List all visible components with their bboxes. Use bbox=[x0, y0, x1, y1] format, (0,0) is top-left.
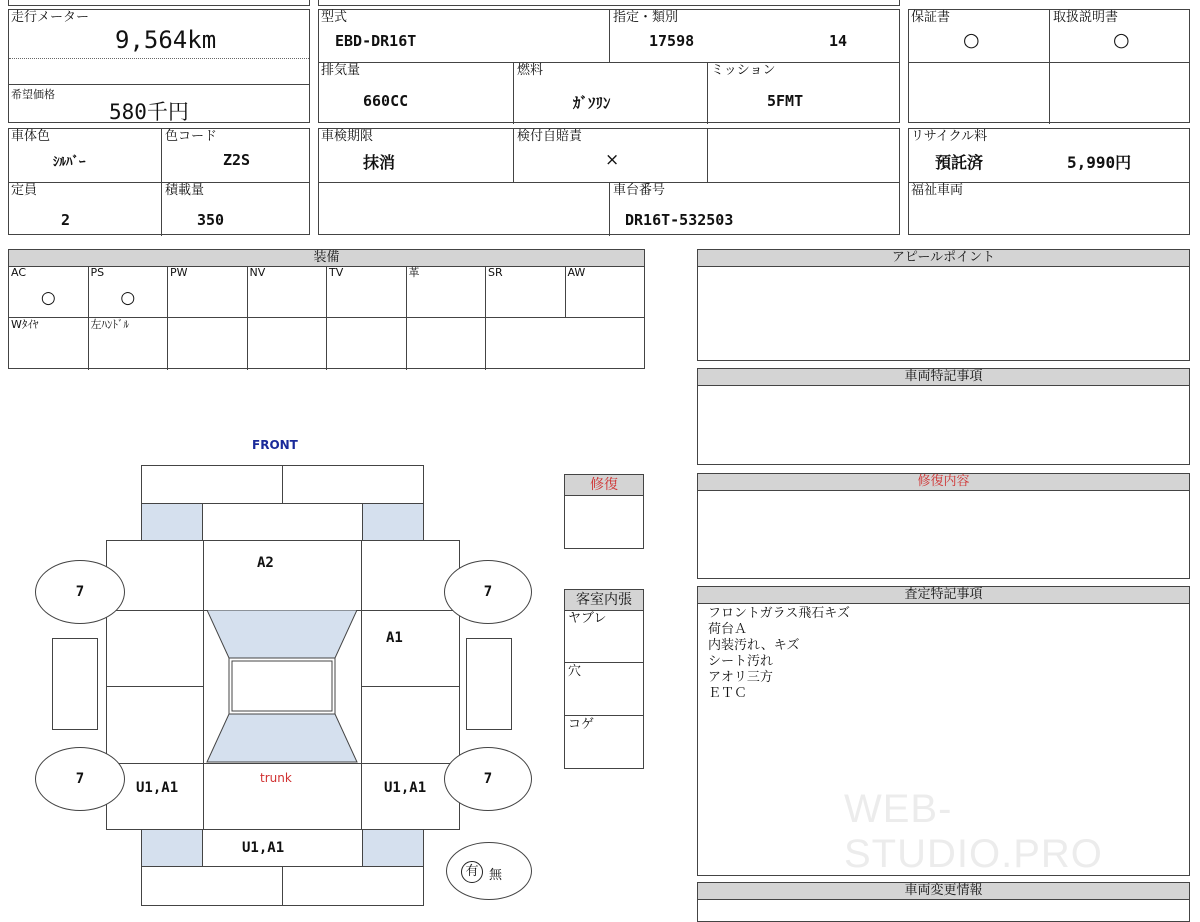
model-spec-block bbox=[318, 9, 900, 123]
car-diagram bbox=[0, 430, 560, 900]
equipment-label: AW bbox=[567, 266, 586, 279]
assessment-panel bbox=[697, 586, 1190, 876]
equipment-label: PW bbox=[170, 266, 188, 279]
presence-yes: 有 bbox=[461, 861, 483, 883]
rear-right-lamp bbox=[362, 829, 424, 867]
watermark: WEB-STUDIO.PRO bbox=[844, 787, 1103, 876]
color-code-value: Z2S bbox=[223, 151, 251, 169]
assessment-lines bbox=[708, 606, 850, 702]
equipment-extra-cell-2 bbox=[168, 318, 248, 370]
equipment-extra-label: 左ﾊﾝﾄﾞﾙ bbox=[90, 318, 129, 331]
equipment-cell-5 bbox=[407, 266, 487, 318]
changes-panel bbox=[697, 882, 1190, 922]
interior-item-tear: ヤブレ bbox=[568, 611, 607, 626]
interior-item-hole: 穴 bbox=[568, 664, 582, 679]
front-grille bbox=[202, 503, 363, 541]
interior-title: 客室内張 bbox=[565, 590, 643, 611]
mileage-label: 走行メーター bbox=[11, 10, 90, 25]
inspection-label: 車検期限 bbox=[321, 129, 374, 144]
equipment-cell-1 bbox=[89, 266, 169, 318]
tire-rear-right: 7 bbox=[444, 747, 532, 811]
damage-rear-bumper: U1,A1 bbox=[242, 840, 285, 856]
presence-no: 無 bbox=[489, 868, 503, 883]
mileage-value: 9,564km bbox=[115, 26, 217, 54]
assessment-title: 査定特記事項 bbox=[698, 587, 1189, 604]
inspection-value: 抹消 bbox=[363, 153, 396, 172]
designation-label: 指定・類別 bbox=[613, 10, 679, 25]
front-right-lamp bbox=[362, 503, 424, 541]
repair-title: 修復 bbox=[565, 475, 643, 496]
recycle-label: リサイクル料 bbox=[911, 129, 988, 144]
fuel-label: 燃料 bbox=[517, 63, 544, 78]
equipment-extra-cell-5 bbox=[407, 318, 487, 370]
fuel-value: ｶﾞｿﾘﾝ bbox=[573, 94, 611, 112]
class-value: 14 bbox=[829, 32, 848, 50]
load-value: 350 bbox=[197, 211, 225, 229]
displacement-value: 660CC bbox=[363, 92, 409, 110]
displacement-label: 排気量 bbox=[321, 63, 361, 78]
equipment-cell-2 bbox=[168, 266, 248, 318]
equipment-table bbox=[8, 249, 645, 369]
equipment-mark: ○ bbox=[120, 288, 136, 308]
manual-label: 取扱説明書 bbox=[1053, 10, 1119, 25]
equipment-label: 革 bbox=[408, 266, 420, 279]
equipment-label: NV bbox=[249, 266, 266, 279]
assessment-line: シート汚れ bbox=[708, 654, 774, 669]
rear-left-lamp bbox=[141, 829, 203, 867]
equipment-extra-cell-0 bbox=[9, 318, 89, 370]
assessment-line: ＥＴＣ bbox=[708, 686, 748, 701]
transmission-label: ミッション bbox=[711, 63, 776, 78]
load-label: 積載量 bbox=[165, 183, 205, 198]
equipment-title: 装備 bbox=[9, 250, 644, 267]
equipment-label: AC bbox=[11, 266, 27, 279]
capacity-label: 定員 bbox=[11, 183, 38, 198]
color-value: ｼﾙﾊﾞｰ bbox=[53, 155, 86, 170]
front-label: FRONT bbox=[252, 438, 298, 452]
inspection-chassis-block bbox=[318, 128, 900, 235]
insurance-label: 検付自賠責 bbox=[517, 129, 583, 144]
vehicle-notes-title: 車両特記事項 bbox=[698, 369, 1189, 386]
transmission-value: 5FMT bbox=[767, 92, 804, 110]
changes-title: 車両変更情報 bbox=[698, 883, 1189, 900]
designation-value: 17598 bbox=[649, 32, 695, 50]
warranty-value: ○ bbox=[963, 29, 980, 51]
appeal-panel bbox=[697, 249, 1190, 361]
left-side-mirror bbox=[52, 638, 98, 730]
warranty-manual-block bbox=[908, 9, 1190, 123]
equipment-label: TV bbox=[329, 266, 344, 279]
assessment-line: フロントガラス飛石キズ bbox=[708, 606, 850, 621]
equipment-cell-7 bbox=[566, 266, 646, 318]
tire-rear-left: 7 bbox=[35, 747, 125, 811]
tire-front-left: 7 bbox=[35, 560, 125, 624]
color-capacity-block bbox=[8, 128, 310, 235]
repair-box bbox=[564, 474, 644, 549]
front-left-lamp bbox=[141, 503, 203, 541]
top-strip-mid bbox=[318, 0, 900, 6]
chassis-value: DR16T-532503 bbox=[625, 211, 734, 229]
welfare-label: 福祉車両 bbox=[911, 183, 964, 198]
damage-right-rear: U1,A1 bbox=[384, 780, 427, 796]
assessment-line: アオリ三方 bbox=[708, 670, 773, 685]
assessment-line: 内装汚れ、キズ bbox=[708, 638, 800, 653]
equipment-extra-label: Wﾀｲﾔ bbox=[11, 318, 39, 331]
capacity-value: 2 bbox=[61, 211, 71, 229]
warranty-label: 保証書 bbox=[911, 10, 951, 25]
chassis-label: 車台番号 bbox=[613, 183, 666, 198]
damage-left-rear: U1,A1 bbox=[136, 780, 179, 796]
insurance-value: × bbox=[605, 150, 620, 170]
interior-item-burn: コゲ bbox=[568, 717, 595, 732]
color-label: 車体色 bbox=[11, 129, 51, 144]
equipment-extra-cell-3 bbox=[248, 318, 328, 370]
color-code-label: 色コード bbox=[165, 129, 218, 144]
equipment-cell-0 bbox=[9, 266, 89, 318]
trunk-label: trunk bbox=[260, 771, 292, 785]
manual-value: ○ bbox=[1113, 29, 1130, 51]
price-value: 580千円 bbox=[109, 100, 189, 124]
appeal-title: アピールポイント bbox=[698, 250, 1189, 267]
model-value: EBD-DR16T bbox=[335, 32, 417, 50]
price-label: 希望価格 bbox=[11, 88, 55, 101]
equipment-extra-cell-4 bbox=[327, 318, 407, 370]
equipment-cell-3 bbox=[248, 266, 328, 318]
recycle-welfare-block bbox=[908, 128, 1190, 235]
cabin-glass bbox=[203, 610, 361, 764]
presence-indicator bbox=[446, 842, 532, 900]
tire-front-right: 7 bbox=[444, 560, 532, 624]
equipment-label: PS bbox=[90, 266, 105, 279]
damage-hood: A2 bbox=[257, 555, 274, 571]
recycle-status: 預託済 bbox=[935, 153, 984, 172]
equipment-cell-6 bbox=[486, 266, 566, 318]
top-strip-left bbox=[8, 0, 310, 6]
vehicle-notes-panel bbox=[697, 368, 1190, 465]
damage-right-door: A1 bbox=[386, 630, 403, 646]
recycle-value: 5,990円 bbox=[1067, 153, 1132, 172]
repair-details-panel bbox=[697, 473, 1190, 579]
equipment-cell-4 bbox=[327, 266, 407, 318]
mileage-price-block bbox=[8, 9, 310, 123]
equipment-extra-cell-1 bbox=[89, 318, 169, 370]
model-label: 型式 bbox=[321, 10, 348, 25]
repair-details-title: 修復内容 bbox=[698, 474, 1189, 491]
interior-box bbox=[564, 589, 644, 769]
right-side-mirror bbox=[466, 638, 512, 730]
equipment-label: SR bbox=[488, 266, 503, 279]
equipment-mark: ○ bbox=[40, 288, 56, 308]
assessment-line: 荷台Ａ bbox=[708, 622, 748, 637]
